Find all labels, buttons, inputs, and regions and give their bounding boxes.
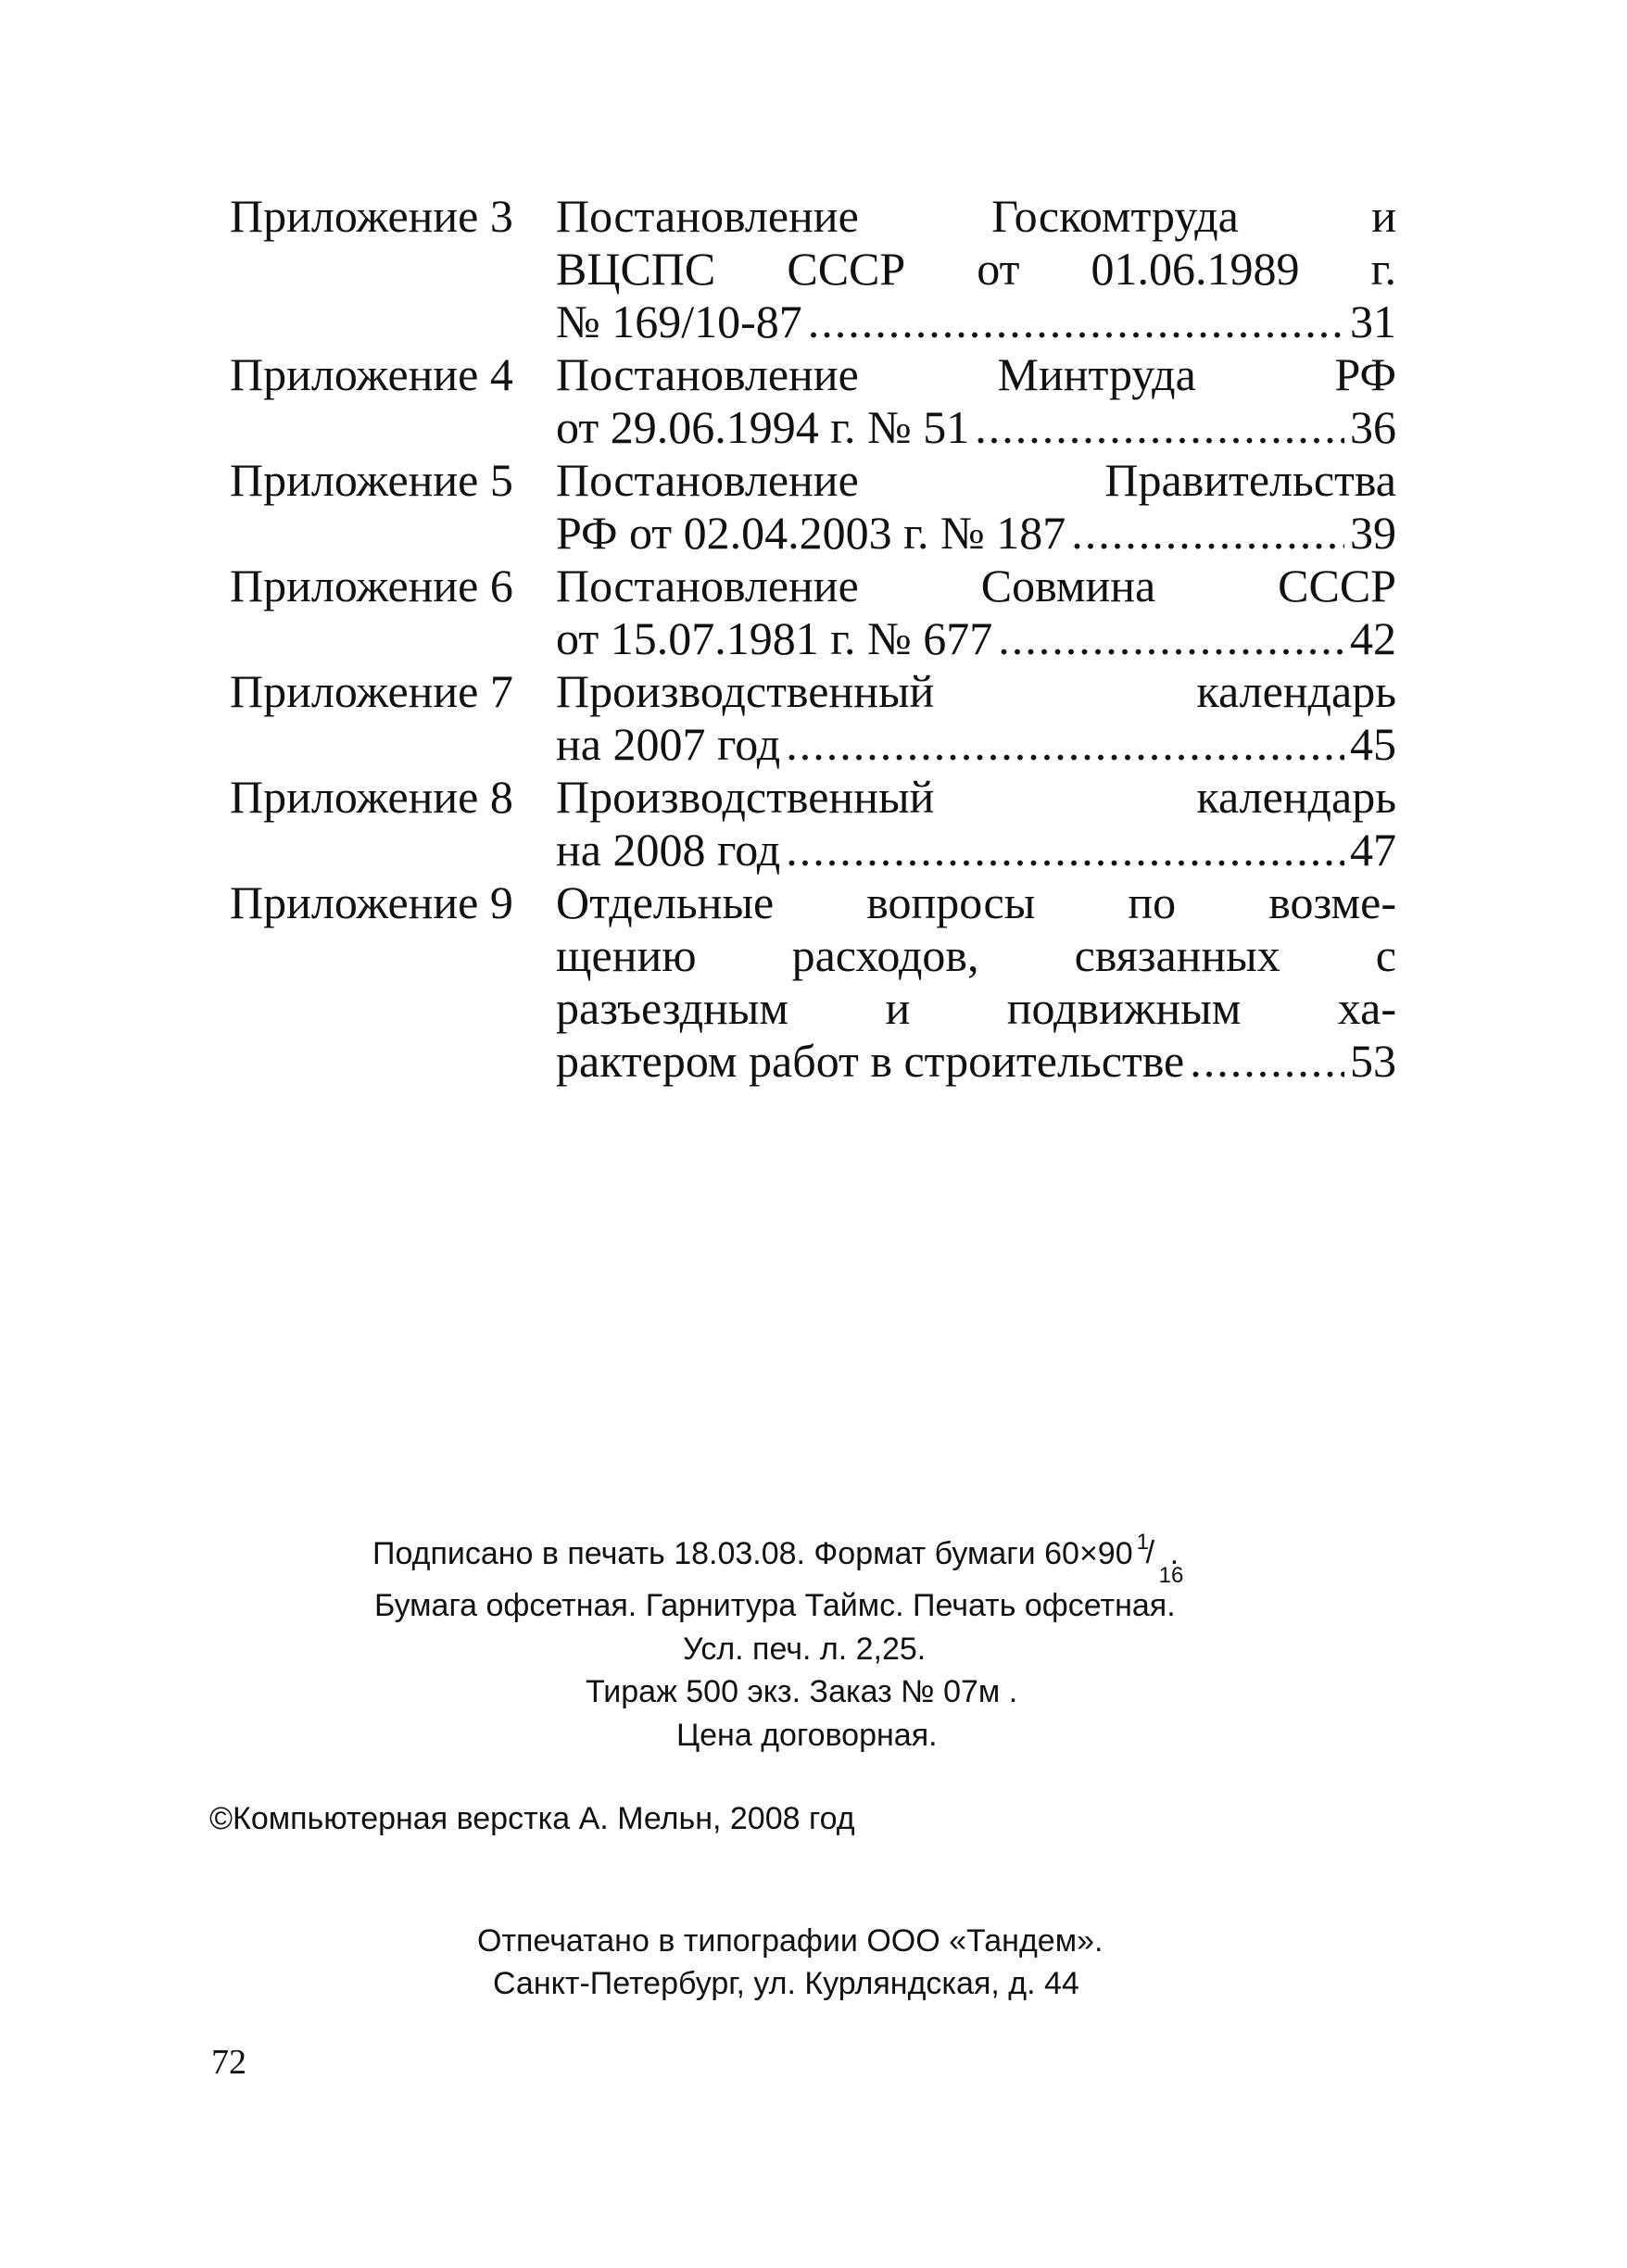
toc-leader-dots (786, 824, 1344, 876)
toc-entry-label: Приложение 7 (230, 665, 513, 717)
toc-entry-line: Постановление Совмина СССР (556, 560, 1396, 611)
toc-entry-line: Производственный календарь (556, 665, 1396, 717)
toc-entry (230, 190, 1397, 348)
imprint-signed-line (372, 1530, 1184, 1588)
toc-entry (230, 876, 1397, 1088)
toc-entry-line: разъездным и подвижным ха- (556, 982, 1396, 1034)
toc-entry-description (556, 190, 1396, 348)
fraction-slash: / (1145, 1535, 1155, 1570)
toc-entry (230, 560, 1397, 665)
imprint-price-line: Цена договорная. (676, 1718, 938, 1753)
toc-page-number: 36 (1350, 401, 1396, 453)
toc-leader-dots (786, 718, 1344, 771)
toc-entry (230, 665, 1397, 771)
toc-entry (230, 771, 1397, 876)
toc-entry (230, 454, 1397, 560)
toc-entry-line: щению расходов, связанных с (556, 929, 1396, 981)
toc-leader-dots (975, 401, 1344, 454)
toc-entry-line: Постановление Госкомтруда и (556, 190, 1396, 242)
imprint-signed-end: . (1169, 1536, 1179, 1571)
toc-entry-last-line (556, 824, 1396, 876)
fraction-numerator: 1 (1136, 1530, 1149, 1555)
toc-entry (230, 348, 1397, 454)
imprint-signed-text: Подписано в печать 18.03.08. Формат бумаги 60×90 (372, 1536, 1133, 1571)
toc-leader-dots (808, 296, 1344, 348)
imprint-paper-line: Бумага офсетная. Гарнитура Таймс. Печать офсетная. (374, 1588, 1176, 1623)
toc-page-number: 31 (1350, 296, 1396, 347)
imprint-run-line: Тираж 500 экз. Заказ № 07м . (586, 1674, 1018, 1709)
toc-entry-description (556, 454, 1396, 560)
toc-entry-text: от 15.07.1981 г. № 677 (556, 612, 993, 664)
toc-page-number: 53 (1350, 1035, 1396, 1087)
toc-entry-line: Постановление Правительства (556, 454, 1396, 506)
toc-entry-text: на 2007 год (556, 718, 781, 770)
imprint-address-line: Санкт-Петербург, ул. Курляндская, д. 44 (493, 1966, 1079, 2001)
imprint-copyright-line: ©Компьютерная верстка А. Мельн, 2008 год (209, 1801, 855, 1836)
toc-entry-text: рактером работ в строительстве (556, 1035, 1185, 1087)
toc-entry-text: на 2008 год (556, 824, 781, 876)
toc-entry-last-line (556, 296, 1396, 348)
toc-entry-line: Постановление Минтруда РФ (556, 348, 1396, 400)
toc-entry-text: от 29.06.1994 г. № 51 (556, 401, 970, 453)
toc-entry-label: Приложение 3 (230, 190, 513, 242)
toc-entry-last-line (556, 612, 1396, 665)
toc-entry-line: Производственный календарь (556, 771, 1396, 823)
toc-entry-text: РФ от 02.04.2003 г. № 187 (556, 507, 1066, 559)
toc-entry-description (556, 665, 1396, 771)
toc-page-number: 47 (1350, 824, 1396, 876)
toc-entry-description (556, 771, 1396, 876)
table-of-contents (230, 190, 1397, 1088)
imprint-sheets-line: Усл. печ. л. 2,25. (683, 1632, 927, 1667)
imprint-printed-line: Отпечатано в типографии ООО «Тандем». (477, 1923, 1104, 1959)
toc-entry-last-line (556, 1035, 1396, 1088)
toc-leader-dots (1071, 507, 1344, 560)
page-number: 72 (211, 2043, 246, 2082)
toc-entry-label: Приложение 9 (230, 876, 513, 928)
toc-entry-last-line (556, 507, 1396, 560)
toc-leader-dots (1190, 1035, 1344, 1088)
toc-entry-description (556, 560, 1396, 665)
toc-entry-last-line (556, 718, 1396, 771)
toc-leader-dots (998, 612, 1344, 665)
toc-entry-description (556, 876, 1396, 1088)
toc-entry-description (556, 348, 1396, 454)
paper-format-fraction (1133, 1530, 1184, 1588)
toc-entry-label: Приложение 4 (230, 348, 513, 400)
toc-entry-line: ВЦСПС СССР от 01.06.1989 г. (556, 243, 1396, 295)
toc-entry-label: Приложение 8 (230, 771, 513, 823)
toc-entry-label: Приложение 5 (230, 454, 513, 506)
toc-page-number: 39 (1350, 507, 1396, 559)
toc-page-number: 42 (1350, 612, 1396, 664)
toc-entry-label: Приложение 6 (230, 560, 513, 611)
toc-entry-last-line (556, 401, 1396, 454)
fraction-denominator: 16 (1158, 1563, 1184, 1588)
toc-entry-line: Отдельные вопросы по возме- (556, 876, 1396, 928)
toc-entry-text: № 169/10-87 (556, 296, 802, 347)
toc-page-number: 45 (1350, 718, 1396, 770)
